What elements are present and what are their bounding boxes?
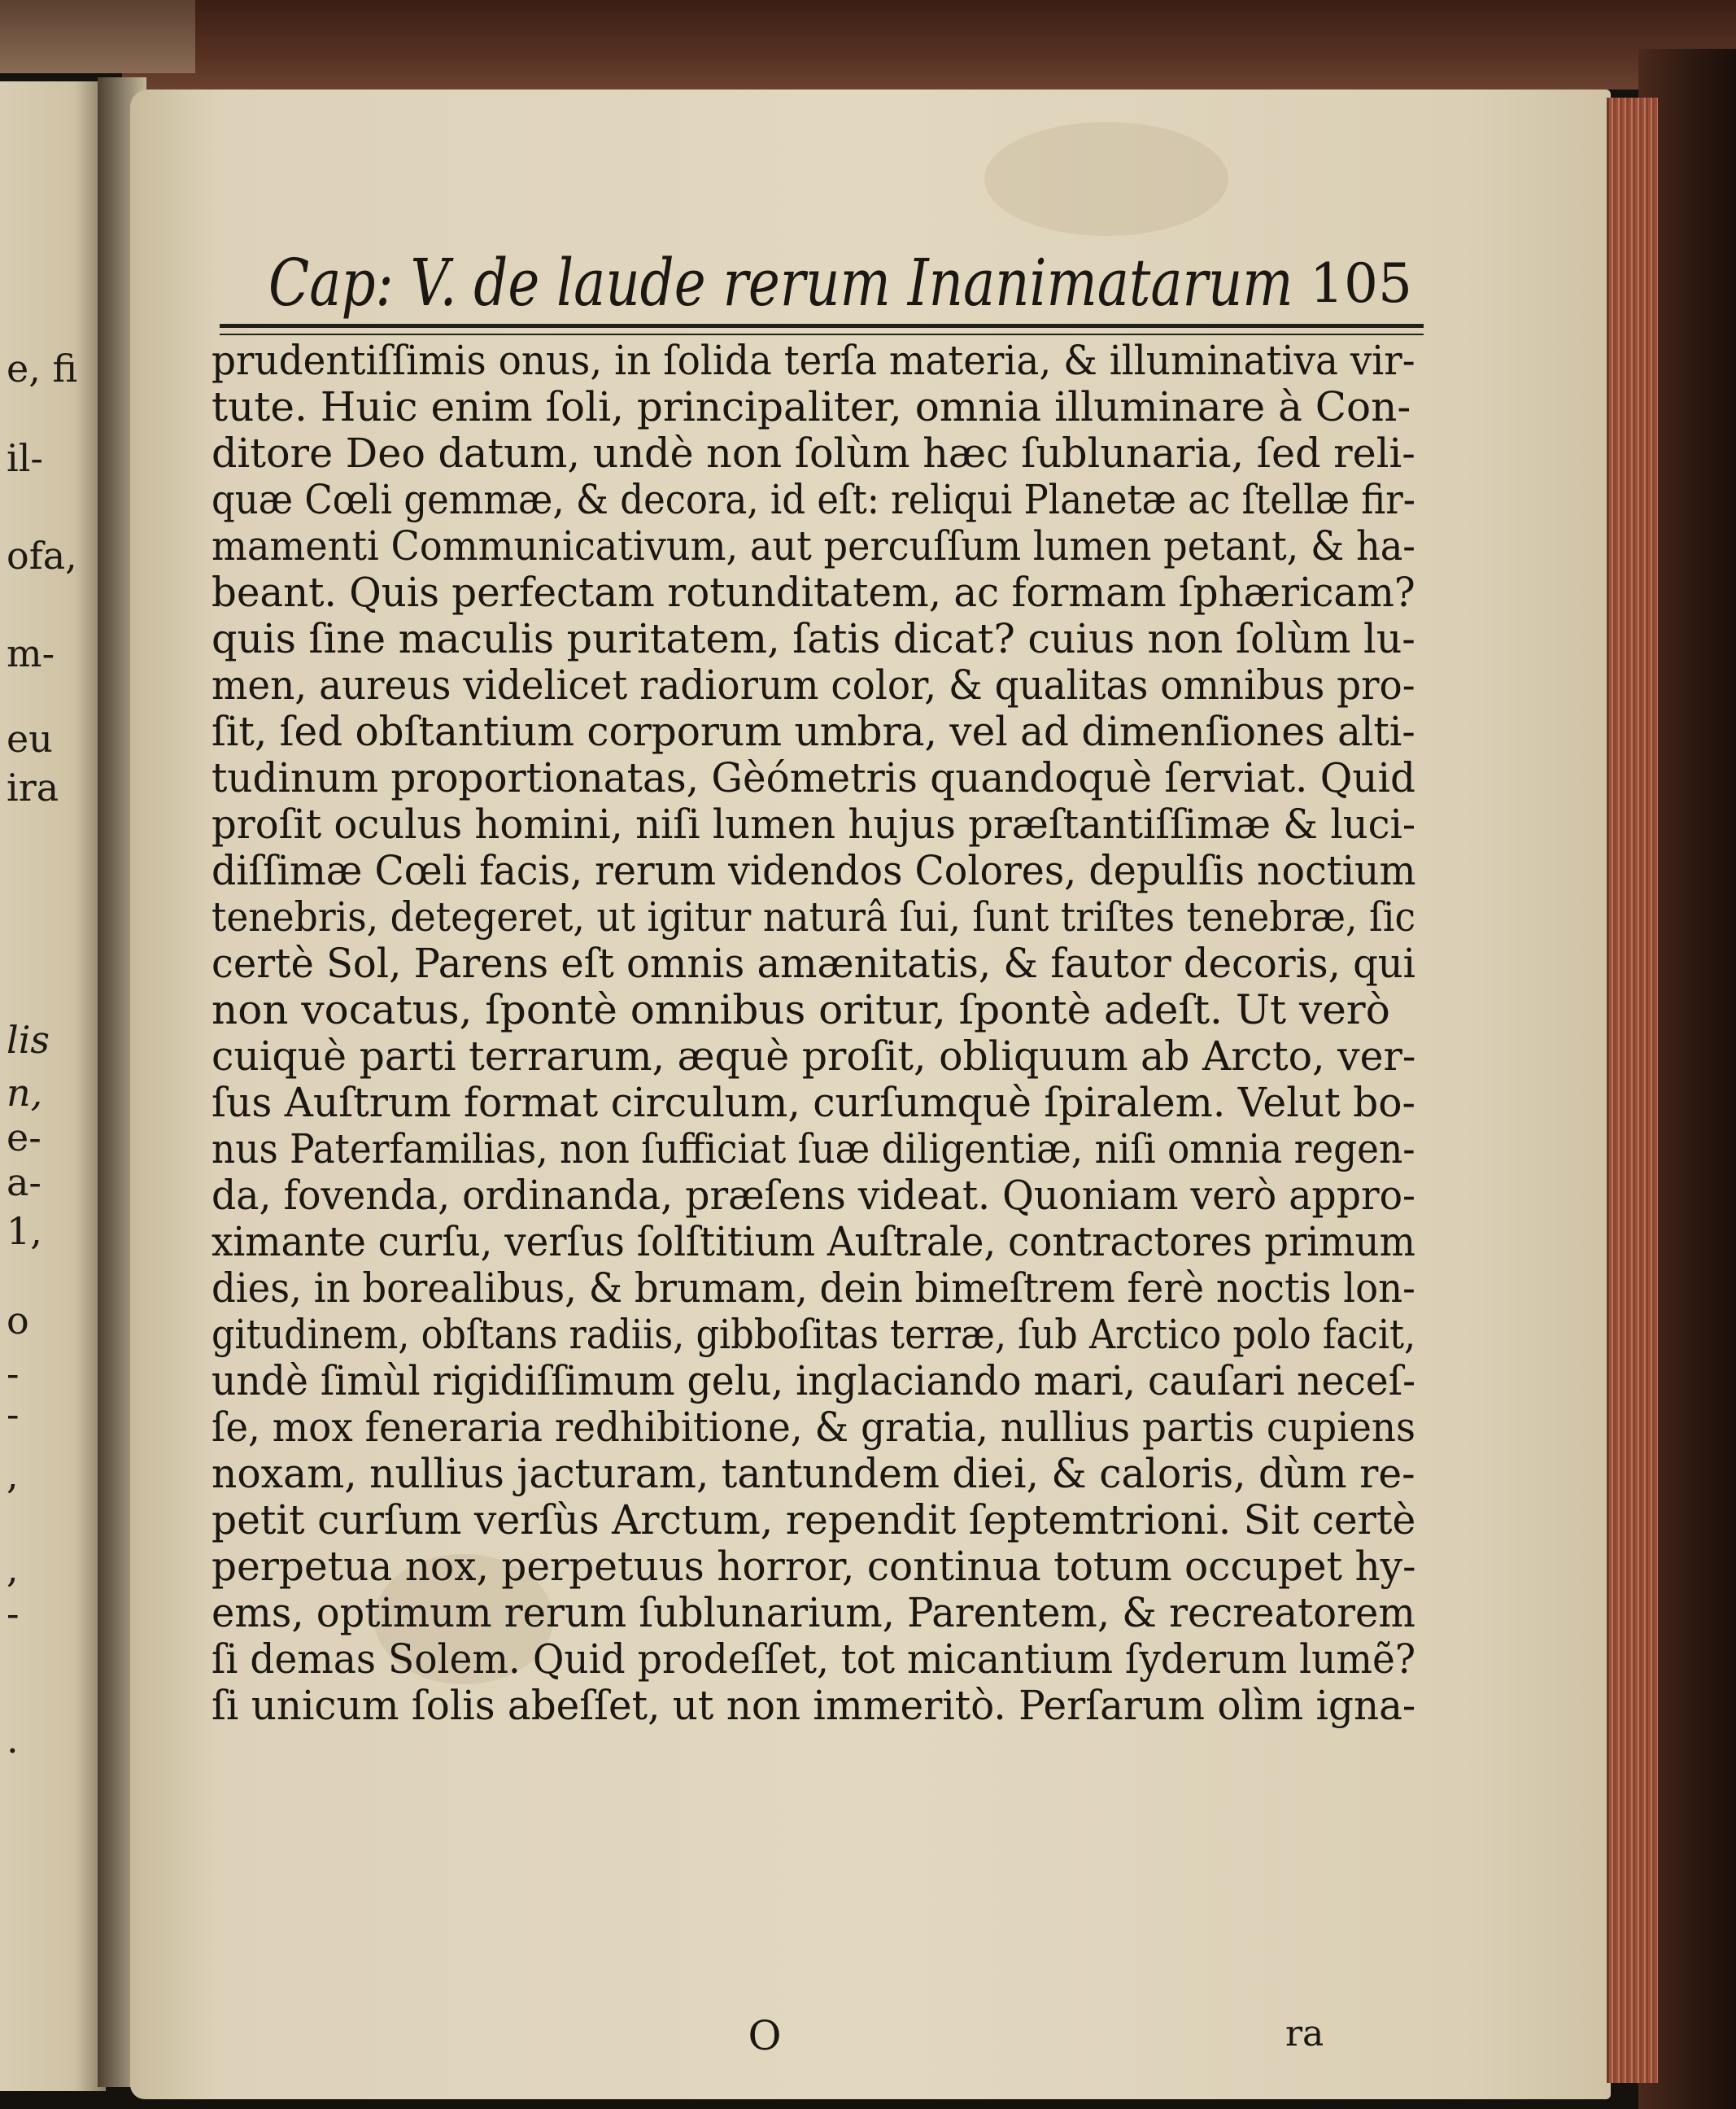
text-line: prudentiſſimis onus, in ſolida terſa materia, & illuminativa vir- <box>212 337 1415 384</box>
text-line: beant. Quis perfectam rotunditatem, ac formam ſphæricam? <box>212 569 1415 616</box>
left-page-fragment: - <box>7 1592 20 1635</box>
left-page-fragment: - <box>7 1351 20 1395</box>
body-text <box>212 338 1415 2095</box>
text-line: da, fovenda, ordinanda, præſens videat. Quoniam verò appro- <box>212 1172 1416 1219</box>
signature-mark: O <box>748 2012 782 2059</box>
left-page-fragment: ira <box>7 766 59 810</box>
text-line: proſit oculus homini, niſi lumen hujus præſtantiſſimæ & luci- <box>212 801 1416 848</box>
left-page-fragment: e- <box>7 1116 41 1159</box>
left-page-fragment: e, fi <box>7 347 78 391</box>
text-line: ſi demas Solem. Quid prodeſſet, tot micantium ſyderum lumẽ? <box>212 1635 1416 1683</box>
left-page-fragment: 1, <box>7 1209 42 1253</box>
text-line: quis ſine maculis puritatem, ſatis dicat? cuius non ſolùm lu- <box>212 615 1415 662</box>
left-page-fragment: o <box>7 1299 29 1343</box>
left-page-fragment: , <box>7 1547 19 1591</box>
text-line: ſi unicum ſolis abeſſet, ut non immeritò. Perſarum olìm igna- <box>212 1682 1416 1729</box>
text-line: ſe, mox feneraria redhibitione, & gratia, nullius partis cupiens <box>212 1404 1416 1451</box>
text-line: diſſimæ Cœli facis, rerum videndos Colores, depulſis noctium <box>212 847 1416 894</box>
catchword: ra <box>1285 2013 1324 2054</box>
page-number: 105 <box>1310 252 1412 315</box>
text-line: petit curſum verſùs Arctum, rependit ſeptemtrioni. Sit certè <box>212 1496 1416 1544</box>
text-line: tudinum proportionatas, Gèómetris quandoquè ſerviat. Quid <box>212 754 1415 801</box>
text-line: ximante curſu, verſus ſolſtitium Auſtrale, contractores primum <box>212 1218 1415 1265</box>
left-page-fragment: a- <box>7 1160 41 1204</box>
text-line: tenebris, detegeret, ut igitur naturâ ſui, ſunt triſtes tenebræ, ſic <box>212 893 1416 941</box>
text-line: ſus Auſtrum format circulum, curſumquè ſpiralem. Velut bo- <box>212 1079 1415 1126</box>
header-rule <box>220 334 1424 335</box>
left-page-fragment: - <box>7 1392 20 1436</box>
text-line: nus Paterfamilias, non ſufficiat ſuæ diligentiæ, niſi omnia regen- <box>212 1125 1415 1172</box>
text-line: dies, in borealibus, & brumam, dein bimeſtrem ferè noctis lon- <box>212 1264 1415 1312</box>
text-line: gitudinem, obſtans radiis, gibboſitas terræ, ſub Arctico polo facit, <box>212 1311 1416 1358</box>
text-line: perpetua nox, perpetuus horror, continua totum occupet hy- <box>212 1543 1416 1590</box>
text-line: certè Sol, Parens eſt omnis amænitatis, & fautor decoris, qui <box>212 940 1415 987</box>
running-title: Cap: V. de laude rerum Inanimatarum <box>268 245 1293 321</box>
text-line: non vocatus, ſpontè omnibus oritur, ſpontè adeſt. Ut verò <box>212 986 1390 1033</box>
text-line: ditore Deo datum, undè non ſolùm hæc ſublunaria, ſed reli- <box>212 430 1415 477</box>
running-header <box>268 244 1412 321</box>
left-page-fragment: lis <box>7 1018 50 1062</box>
text-line: men, aureus videlicet radiorum color, & qualitas omnibus pro- <box>212 662 1415 709</box>
text-line: mamenti Communicativum, aut percuſſum lumen petant, & ha- <box>212 522 1415 570</box>
book-cover-top <box>122 0 1736 90</box>
text-line: noxam, nullius jacturam, tantundem diei, & caloris, dùm re- <box>212 1450 1415 1497</box>
paper-stain <box>984 122 1228 236</box>
left-page-fragment: n, <box>7 1071 43 1115</box>
text-line: ems, optimum rerum ſublunarium, Parentem, & recreatorem <box>212 1589 1415 1636</box>
header-rule <box>220 324 1424 328</box>
text-line: cuiquè parti terrarum, æquè proſit, obliquum ab Arcto, ver- <box>212 1033 1416 1080</box>
page-fore-edge <box>1607 98 1658 2083</box>
left-page-fragment: . <box>7 1718 19 1762</box>
text-line: quæ Cœli gemmæ, & decora, id eſt: reliqui Planetæ ac ſtellæ fir- <box>212 476 1415 523</box>
text-line: tute. Huic enim ſoli, principaliter, omnia illuminare à Con- <box>212 383 1411 430</box>
left-page-fragment: ofa, <box>7 534 77 578</box>
left-page-fragment: eu <box>7 717 53 761</box>
text-line: undè ſimùl rigidiſſimum gelu, inglaciando mari, cauſari neceſ- <box>212 1357 1416 1404</box>
left-page-fragment: m- <box>7 631 55 675</box>
left-page-fragment: il- <box>7 436 43 480</box>
left-page-fragment: , <box>7 1453 19 1497</box>
text-line: ſit, ſed obſtantium corporum umbra, vel ad dimenſiones alti- <box>212 708 1415 755</box>
book-spine <box>0 0 195 73</box>
